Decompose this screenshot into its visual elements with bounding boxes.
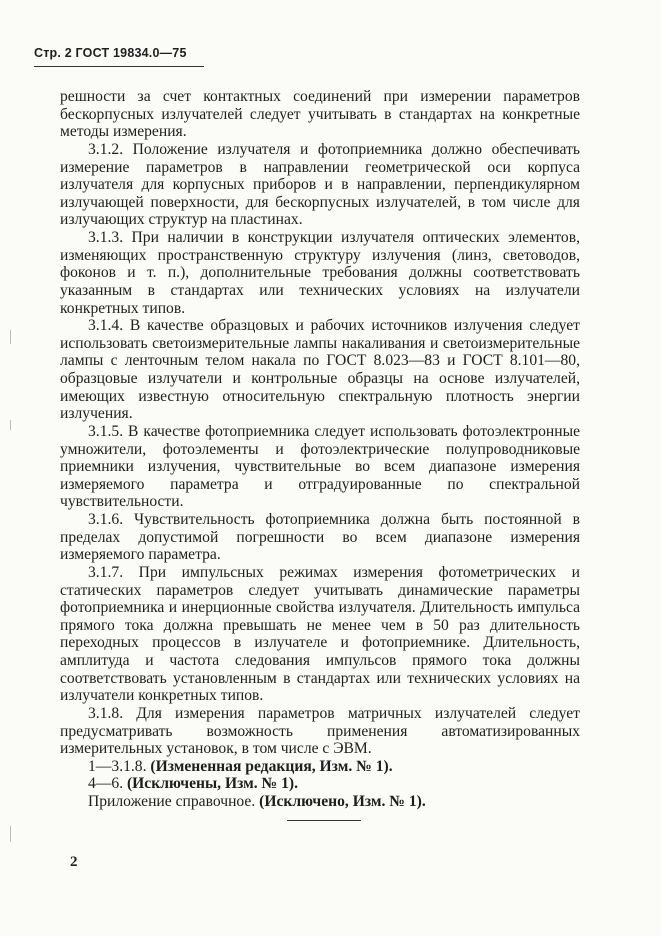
note-amendment: (Измененная редакция, Изм. № 1). (150, 757, 393, 775)
note-amendment: (Исключено, Изм. № 1). (259, 793, 426, 810)
document-body (60, 88, 580, 811)
paragraph-3-1-8: 3.1.8. Для измерения параметров матричных излучателей следует предусматривать возможность применения автоматизированных измерительных установок, в том числе с ЭВМ. (60, 704, 580, 758)
paragraph-continuation: решности за счет контактных соединений при измерении параметров бескорпусных излучателей следует учитывать в стандартах на конкретные методы измерения. (60, 88, 580, 141)
paragraph-3-1-6: 3.1.6. Чувствительность фотоприемника должна быть постоянной в пределах допустимой погрешности во всем диапазоне измерения измеряемого параметра. (60, 511, 580, 564)
scan-mark (10, 826, 11, 842)
scan-mark (10, 330, 11, 344)
page-number: 2 (70, 854, 78, 870)
note-lead: 4—6. (88, 775, 127, 793)
header-rule (34, 66, 204, 67)
page-header-title: Стр. 2 ГОСТ 19834.0—75 (34, 46, 187, 60)
paragraph-3-1-4: 3.1.4. В качестве образцовых и рабочих источников излучения следует использовать светоизмерительные лампы накаливания и светоизмерительные лампы с ленточным телом накала по ГОСТ 8.023—83 и ГОСТ 8.101—80, образцовые излучатели и контрольные образцы на основе излучателей, имеющих известную относительную спектральную плотность энергии излучения. (60, 317, 580, 423)
amendment-note (60, 775, 580, 793)
paragraph-3-1-2: 3.1.2. Положение излучателя и фотоприемника должно обеспечивать измерение параметров в направлении геометрической оси корпуса излучателя для корпусных приборов и в направлении, перпендикулярном излучающей поверхности, для бескорпусных излучателей, в том числе для излучающих структур на пластинах. (60, 140, 580, 229)
page-header (34, 46, 187, 60)
note-amendment: (Исключены, Изм. № 1). (126, 775, 299, 793)
paragraph-3-1-5: 3.1.5. В качестве фотоприемника следует использовать фотоэлектронные умножители, фотоэлементы и фотоэлектрические полупроводниковые приемники излучения, чувствительные во всем диапазоне измерения измеряемого параметра и отградуированные по спектральной чувствительности. (60, 422, 580, 511)
paragraph-3-1-7: 3.1.7. При импульсных режимах измерения фотометрических и статических параметров следует учитывать динамические параметры фотоприемника и инерционные свойства излучателя. Длительность импульса прямого тока должна превышать не менее чем в 50 раз длительность переходных процессов в излучателе и фотоприемнике. Длительность, амплитуда и частота следования импульсов прямого тока должны соответствовать установленным в стандартах или технических условиях на излучатели конкретных типов. (60, 563, 580, 705)
paragraph-3-1-3: 3.1.3. При наличии в конструкции излучателя оптических элементов, изменяющих пространственную структуру излучения (линз, световодов, фоконов и т. п.), дополнительные требования должны соответствовать указанным в стандартах или технических условиях на излучатели конкретных типов. (60, 229, 580, 317)
note-lead: 1—3.1.8. (88, 757, 151, 775)
footer-rule (287, 820, 361, 821)
note-lead: Приложение справочное. (88, 793, 260, 810)
scan-mark (10, 420, 11, 430)
amendment-note (60, 758, 580, 776)
amendment-note (60, 793, 580, 811)
